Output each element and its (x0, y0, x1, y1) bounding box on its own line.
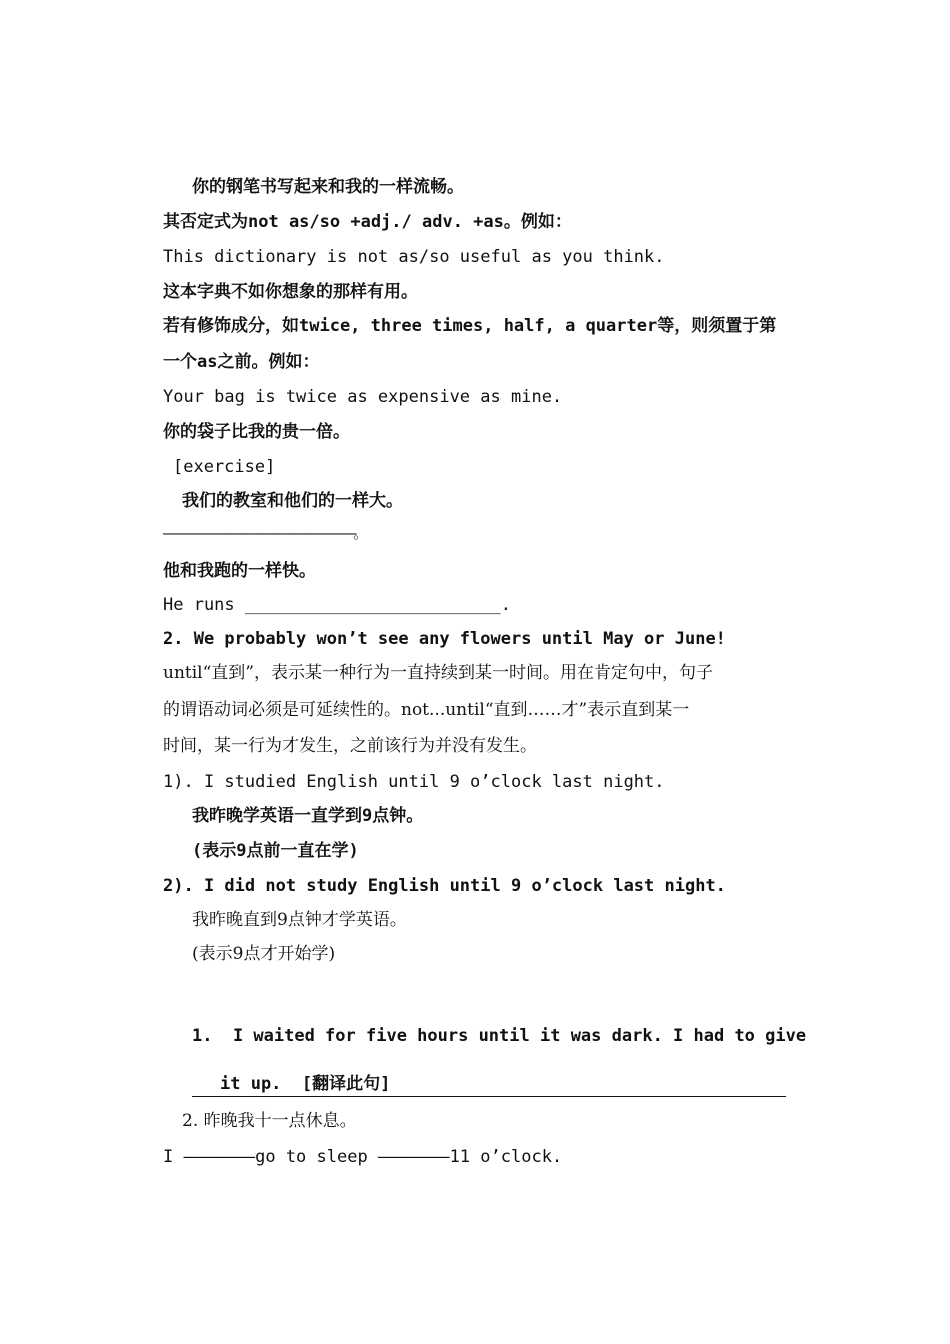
text-line: 其否定式为not as/so +adj./ adv. +as。例如： (163, 212, 572, 232)
text-line: 我昨晚学英语一直学到9点钟。 (192, 806, 424, 826)
text-line: He runs _________________________. (163, 595, 511, 615)
example-1: 1). I studied English until 9 o’clock last night. (163, 772, 665, 792)
text-line: 这本字典不如你想象的那样有用。 (163, 282, 418, 302)
example-2: 2). I did not study English until 9 o’clock last night. (163, 876, 726, 896)
exercise-item-1: 1. I waited for five hours until it was dark. I had to give (192, 1026, 807, 1046)
exercise-item-2: 2. 昨晚我十一点休息。 (182, 1111, 357, 1131)
text-line: This dictionary is not as/so useful as you think. (163, 247, 665, 267)
answer-blank: ———————————————————————————————————。 (163, 524, 365, 542)
text-line: until“直到”，表示某一种行为一直持续到某一时间。用在肯定句中，句子 (163, 663, 713, 683)
exercise-label: [exercise] (173, 457, 276, 477)
text-line: 时间，某一行为才发生，之前该行为并没有发生。 (163, 736, 537, 756)
text-line: (表示9点才开始学) (192, 944, 336, 964)
section-heading: 2. We probably won’t see any flowers until May or June! (163, 629, 726, 649)
text-line: I ———————go to sleep ———————11 o’clock. (163, 1147, 563, 1167)
text-line: 你的钢笔书写起来和我的一样流畅。 (192, 177, 464, 197)
text-line: 你的袋子比我的贵一倍。 (163, 422, 350, 442)
text-line: 我昨晚直到9点钟才学英语。 (192, 910, 407, 930)
answer-underline (192, 1096, 786, 1097)
text-line: 一个as之前。例如： (163, 352, 320, 372)
text-line: 他和我跑的一样快。 (163, 561, 316, 581)
text-line: (表示9点前一直在学) (192, 841, 359, 861)
text-line: 的谓语动词必须是可延续性的。not...until“直到……才”表示直到某一 (163, 700, 690, 720)
text-line: Your bag is twice as expensive as mine. (163, 387, 563, 407)
text-line: it up. [翻译此句] (220, 1074, 391, 1094)
text-line: 若有修饰成分，如twice, three times, half, a quarter等，则须置于第 (163, 316, 777, 336)
text-line: 我们的教室和他们的一样大。 (182, 491, 403, 511)
